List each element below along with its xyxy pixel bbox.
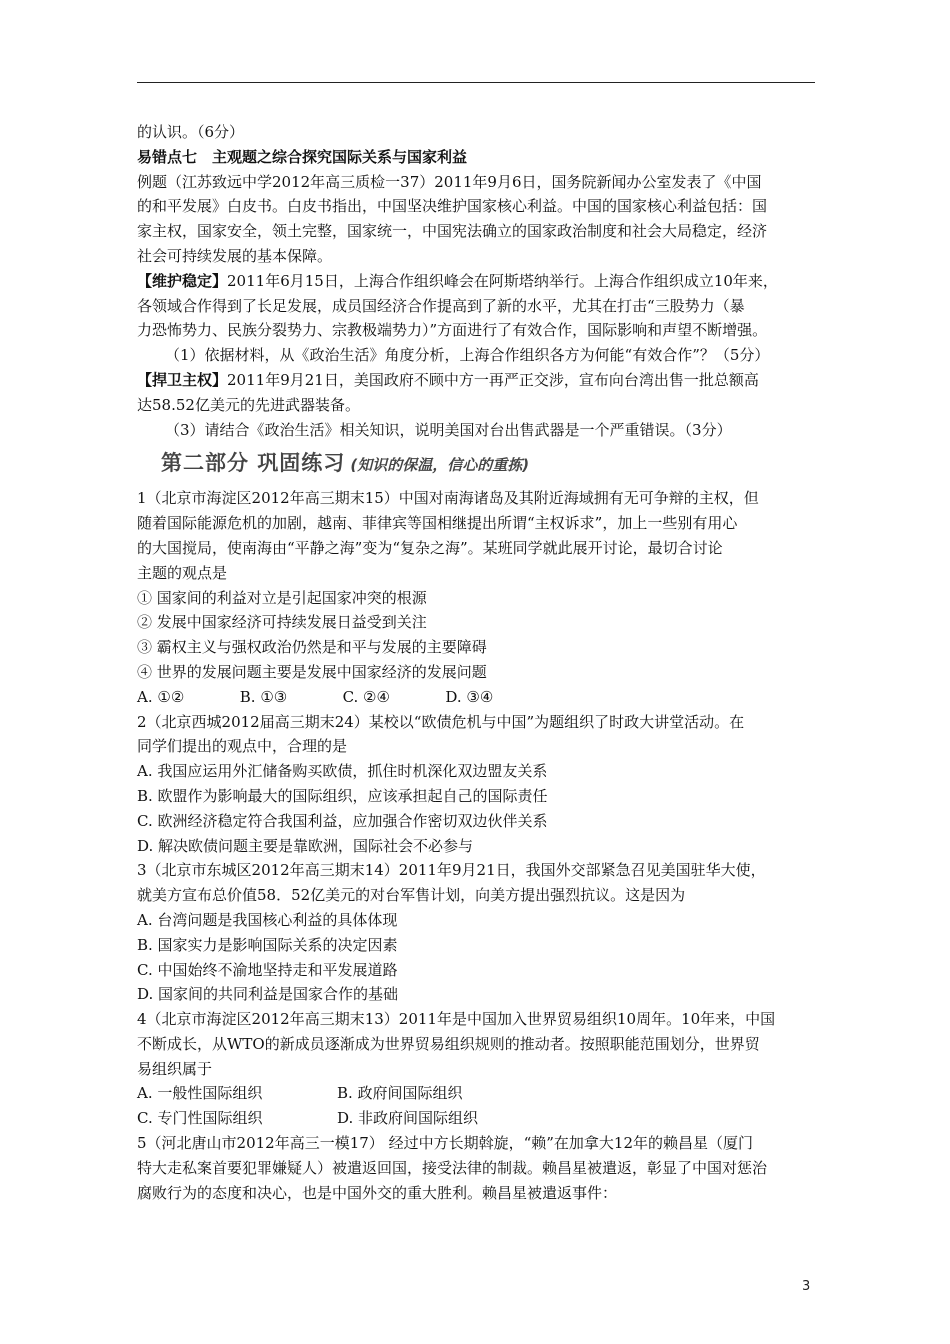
q4-option-b: B. 政府间国际组织: [337, 1084, 463, 1103]
page-body: [137, 120, 817, 1205]
questions-2-4: [137, 710, 817, 1082]
text-line: 社会可持续发展的基本保障。: [137, 246, 333, 265]
text-line: 例题（江苏致远中学2012年高三质检一37）2011年9月6日，国务院新闻办公室发表了《中国: [137, 172, 762, 191]
text-line: 的和平发展》白皮书。白皮书指出，中国坚决维护国家核心利益。中国的国家核心利益包括：国: [137, 197, 768, 216]
text-line: 特大走私案首要犯罪嫌疑人）被遣返回国，接受法律的制裁。赖昌星被遣返，彰显了中国对惩治: [137, 1158, 768, 1177]
text-line: ④ 世界的发展问题主要是发展中国家经济的发展问题: [137, 662, 487, 681]
text-line: [137, 269, 817, 294]
text-line: 主题的观点是: [137, 563, 228, 582]
banner-title: 第二部分 巩固练习: [161, 451, 346, 476]
text-line: 1（北京市海淀区2012年高三期末15）中国对南海诸岛及其附近海域拥有无可争辩的主权，但: [137, 489, 759, 508]
banner-subtitle: (知识的保温，信心的重拣): [350, 456, 530, 475]
text-line: 就美方宣布总价值58．52亿美元的对台军售计划，向美方提出强烈抗议。这是因为: [137, 886, 686, 905]
section-top: [137, 120, 817, 442]
q1-option-c: C. ②④: [342, 687, 390, 706]
text-line: 腐败行为的态度和决心，也是中国外交的重大胜利。赖昌星被遣返事件：: [137, 1183, 618, 1202]
text-line: A. 我国应运用外汇储备购买欧债，抓住时机深化双边盟友关系: [137, 762, 548, 781]
text-line: B. 欧盟作为影响最大的国际组织，应该承担起自己的国际责任: [137, 786, 548, 805]
text-line: 随着国际能源危机的加剧，越南、菲律宾等国相继提出所谓“主权诉求”，加上一些别有用心: [137, 514, 738, 533]
material-text: 2011年9月21日，美国政府不顾中方一再严正交涉，宣布向台湾出售一批总额高: [227, 370, 759, 389]
q1-option-d: D. ③④: [445, 687, 494, 706]
text-line: C. 欧洲经济稳定符合我国利益，应加强合作密切双边伙伴关系: [137, 811, 548, 830]
text-line: 4（北京市海淀区2012年高三期末13）2011年是中国加入世界贸易组织10周年。10年来，中国: [137, 1010, 776, 1029]
q1-option-a: A. ①②: [137, 687, 185, 706]
text-line: 同学们提出的观点中，合理的是: [137, 737, 348, 756]
text-line: 3（北京市东城区2012年高三期末14）2011年9月21日，我国外交部紧急召见美国驻华大使，: [137, 861, 766, 880]
q4-options-row-2: [137, 1106, 817, 1131]
text-line: 家主权，国家安全，领土完整，国家统一，中国宪法确立的国家政治制度和社会大局稳定，经济: [137, 222, 768, 241]
header-rule: [137, 82, 815, 83]
text-line: 易组织属于: [137, 1059, 213, 1078]
q4-option-a: A. 一般性国际组织: [137, 1084, 263, 1103]
text-line: 易错点七 主观题之综合探究国际关系与国家利益: [137, 147, 468, 166]
question-1: [137, 486, 817, 684]
text-line: A. 台湾问题是我国核心利益的具体体现: [137, 910, 398, 929]
text-line: [137, 368, 817, 393]
text-line: 的大国搅局，使南海由“平静之海”变为“复杂之海”。某班同学就此展开讨论，最切合讨论: [137, 538, 723, 557]
text-line: 不断成长，从WTO的新成员逐渐成为世界贸易组织规则的推动者。按照职能范围划分，世界贸: [137, 1034, 760, 1053]
section-banner: [161, 446, 817, 480]
text-line: 的认识。（6分）: [137, 123, 245, 141]
text-line: （3）请结合《政治生活》相关知识，说明美国对台出售武器是一个严重错误。（3分）: [165, 420, 732, 439]
q4-option-d: D. 非政府间国际组织: [337, 1109, 479, 1128]
q4-option-c: C. 专门性国际组织: [137, 1109, 263, 1128]
text-line: 5（河北唐山市2012年高三一模17） 经过中方长期斡旋，“赖”在加拿大12年的赖昌星（厦门: [137, 1134, 753, 1153]
text-line: ① 国家间的利益对立是引起国家冲突的根源: [137, 588, 427, 607]
question-5: [137, 1131, 817, 1205]
q1-options: [137, 685, 817, 710]
text-line: （1）依据材料，从《政治生活》角度分析，上海合作组织各方为何能“有效合作”？（5分）: [165, 346, 770, 365]
text-line: 力恐怖势力、民族分裂势力、宗教极端势力）”方面进行了有效合作，国际影响和声望不断增强。: [137, 321, 768, 340]
text-line: 各领域合作得到了长足发展，成员国经济合作提高到了新的水平，尤其在打击“三股势力（暴: [137, 296, 745, 315]
text-line: D. 解决欧债问题主要是靠欧洲，国际社会不必参与: [137, 836, 474, 855]
q1-option-b: B. ①③: [239, 687, 288, 706]
text-line: 2（北京西城2012届高三期末24）某校以“欧债危机与中国”为题组织了时政大讲堂活动。在: [137, 712, 745, 731]
text-line: B. 国家实力是影响国际关系的决定因素: [137, 935, 398, 954]
text-line: 达58.52亿美元的先进武器装备。: [137, 395, 360, 414]
q4-options-row-1: [137, 1081, 817, 1106]
text-line: ② 发展中国家经济可持续发展日益受到关注: [137, 613, 427, 632]
page-number: 3: [802, 1279, 811, 1294]
material-text: 2011年6月15日，上海合作组织峰会在阿斯塔纳举行。上海合作组织成立10年来，: [227, 271, 778, 290]
text-line: C. 中国始终不渝地坚持走和平发展道路: [137, 960, 398, 979]
material-heading: 【维护稳定】: [137, 271, 228, 290]
text-line: D. 国家间的共同利益是国家合作的基础: [137, 985, 399, 1004]
material-heading: 【捍卫主权】: [137, 370, 228, 389]
text-line: ③ 霸权主义与强权政治仍然是和平与发展的主要障碍: [137, 638, 487, 657]
